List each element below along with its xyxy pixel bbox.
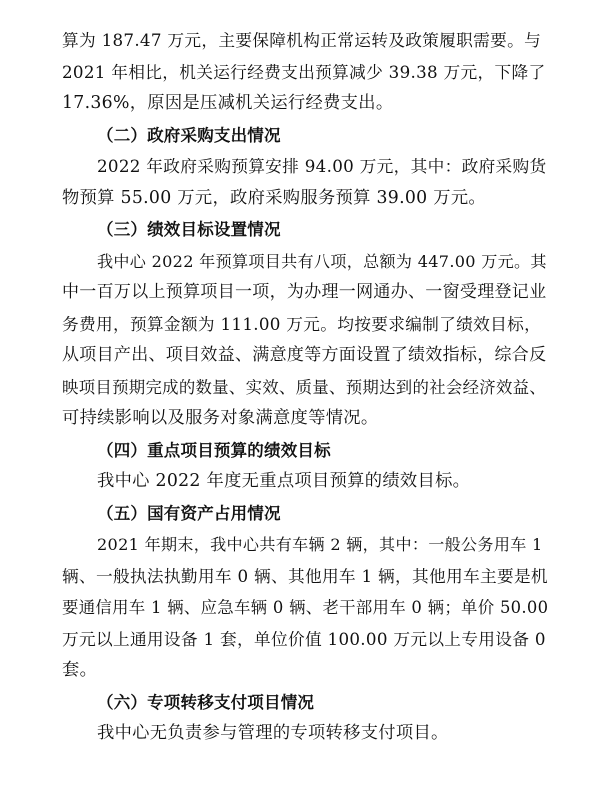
section-heading-performance-goals: （三）绩效目标设置情况 xyxy=(97,220,281,239)
body-text-line: 套。 xyxy=(62,660,98,680)
body-text-line: 2022 年政府采购预算安排 94.00 万元，其中：政府采购货 xyxy=(97,156,547,176)
body-text-line: 我中心无负责参与管理的专项转移支付项目。 xyxy=(97,723,449,743)
body-text-line: 可持续影响以及服务对象满意度等情况。 xyxy=(62,408,379,428)
body-text-line: 物预算 55.00 万元，政府采购服务预算 39.00 万元。 xyxy=(62,187,486,208)
body-text-line: 务费用，预算金额为 111.00 万元。均按要求编制了绩效目标， xyxy=(62,313,542,334)
body-text-line: 万元以上通用设备 1 套，单位价值 100.00 万元以上专用设备 0 xyxy=(62,628,546,649)
section-heading-transfer-payments: （六）专项转移支付项目情况 xyxy=(97,692,315,712)
body-text-line: 从项目产出、项目效益、满意度等方面设置了绩效指标，综合反 xyxy=(62,345,547,365)
body-text-line: 我中心 2022 年预算项目共有八项，总额为 447.00 万元。其 xyxy=(97,251,547,271)
body-text-line: 2021 年相比，机关运行经费支出预算减少 39.38 万元，下降了 xyxy=(62,61,546,82)
body-text-line: 我中心 2022 年度无重点项目预算的绩效目标。 xyxy=(97,471,471,491)
section-heading-key-projects: （四）重点项目预算的绩效目标 xyxy=(97,440,331,460)
body-text-line: 2021 年期末，我中心共有车辆 2 辆，其中：一般公务用车 1 xyxy=(97,535,543,554)
section-heading-state-assets: （五）国有资产占用情况 xyxy=(97,503,281,523)
body-text-line: 算为 187.47 万元，主要保障机构正常运转及政策履职需要。与 xyxy=(62,30,542,50)
body-text-line: 辆、一般执法执勤用车 0 辆、其他用车 1 辆，其他用车主要是机 xyxy=(62,565,548,586)
body-text-line: 中一百万以上预算项目一项，为办理一网通办、一窗受理登记业 xyxy=(62,282,547,302)
body-text-line: 映项目预期完成的数量、实效、质量、预期达到的社会经济效益、 xyxy=(62,377,547,397)
document-page xyxy=(62,25,548,750)
body-text-line: 要通信用车 1 辆、应急车辆 0 辆、老干部用车 0 辆；单价 50.00 xyxy=(62,598,549,617)
body-text-line: 17.36%，原因是压减机关运行经费支出。 xyxy=(62,93,394,113)
section-heading-procurement: （二）政府采购支出情况 xyxy=(97,125,281,145)
